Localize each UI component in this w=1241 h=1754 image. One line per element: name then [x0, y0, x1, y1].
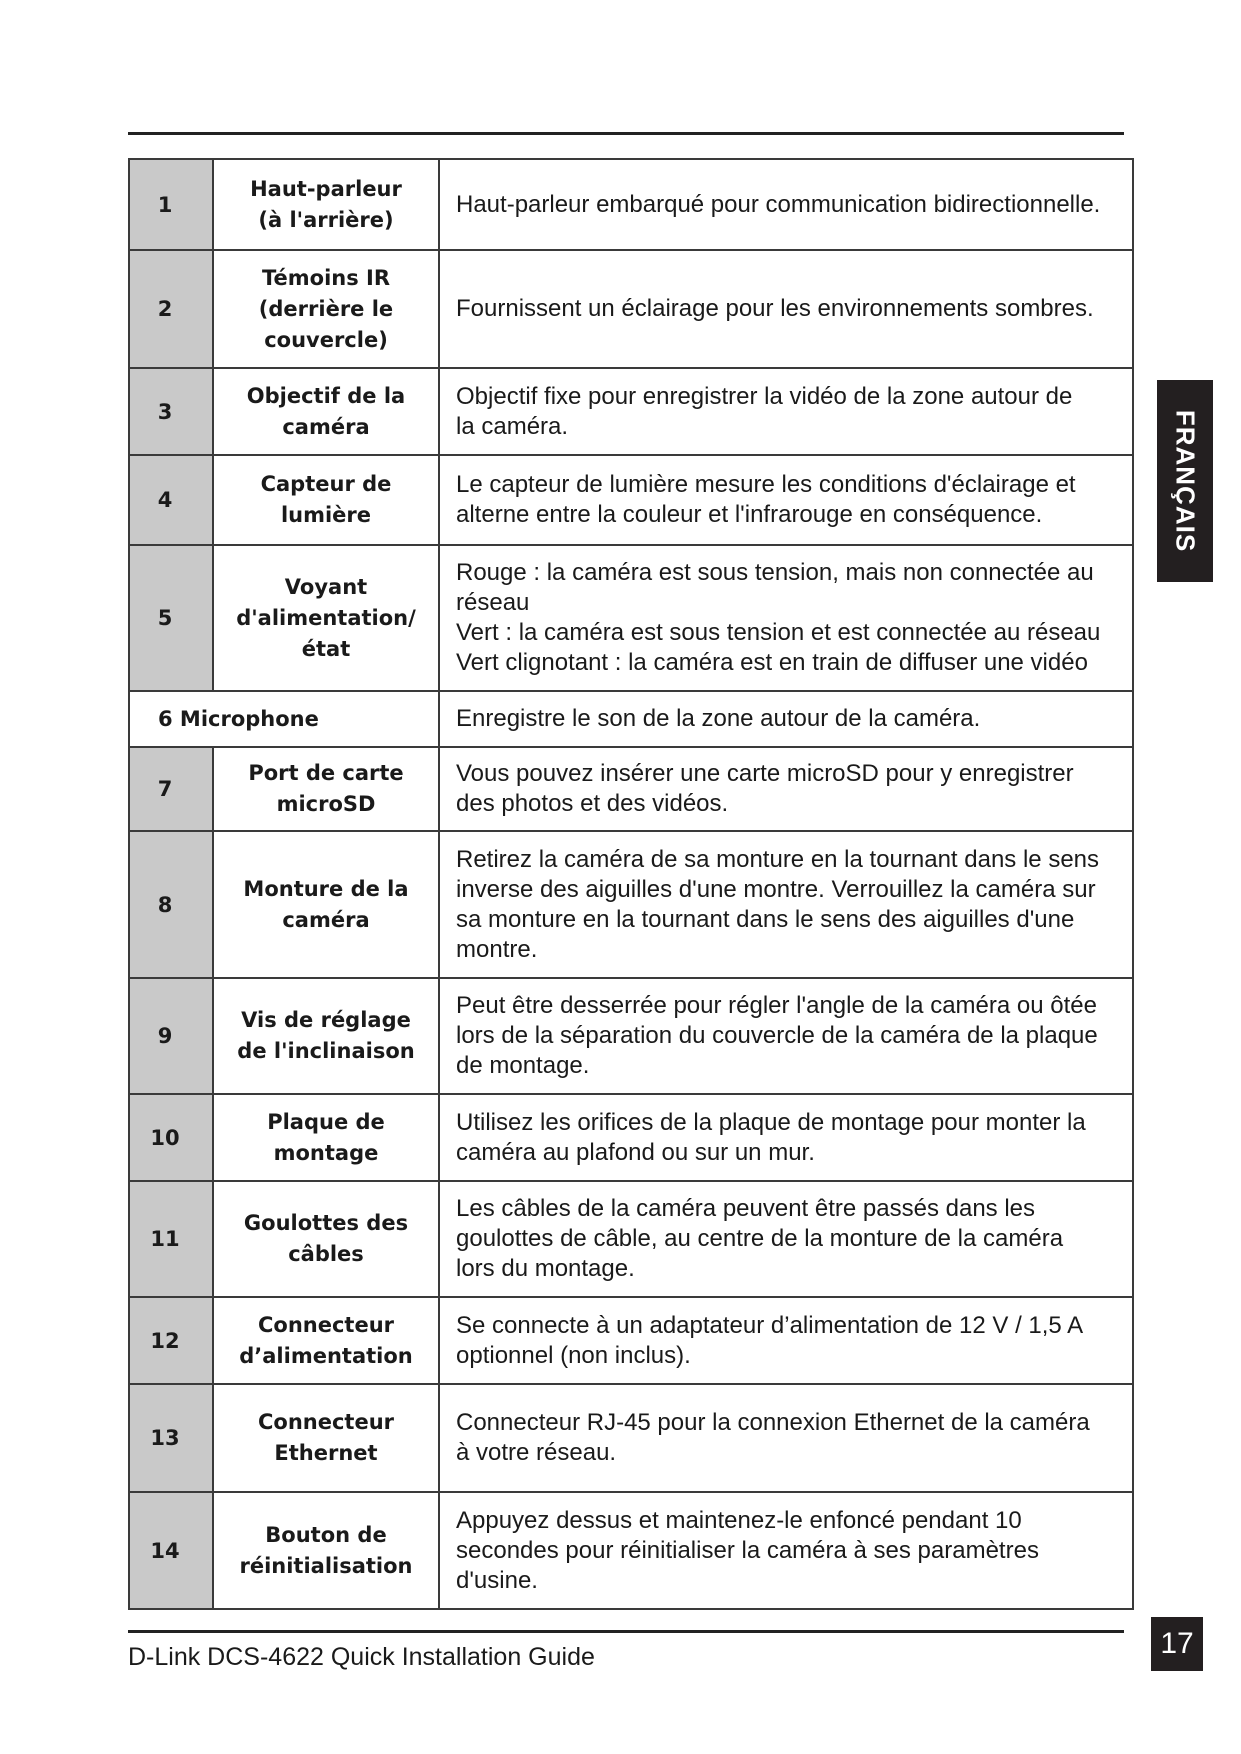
- component-label: Goulottes des câbles: [213, 1181, 439, 1297]
- table-row: [129, 1181, 1133, 1297]
- component-label: Monture de la caméra: [213, 831, 439, 978]
- component-description: Le capteur de lumière mesure les conditions d'éclairage et alterne entre la couleur et l'infrarouge en conséquence.: [439, 455, 1133, 545]
- component-description: Peut être desserrée pour régler l'angle de la caméra ou ôtée lors de la séparation du couvercle de la caméra de la plaque de montage.: [439, 978, 1133, 1094]
- component-label: Plaque de montage: [213, 1094, 439, 1181]
- component-label: Capteur de lumière: [213, 455, 439, 545]
- component-description: Utilisez les orifices de la plaque de montage pour monter la caméra au plafond ou sur un mur.: [439, 1094, 1133, 1181]
- top-rule: [128, 132, 1124, 135]
- table-row: [129, 1492, 1133, 1609]
- component-number: 8: [129, 831, 213, 978]
- component-label: Connecteur d’alimentation: [213, 1297, 439, 1384]
- component-number: 7: [129, 747, 213, 831]
- component-description: Se connecte à un adaptateur d’alimentation de 12 V / 1,5 A optionnel (non inclus).: [439, 1297, 1133, 1384]
- component-description: Retirez la caméra de sa monture en la tournant dans le sens inverse des aiguilles d'une montre. Verrouillez la caméra sur sa monture en la tournant dans le sens des aiguilles d'une montre.: [439, 831, 1133, 978]
- component-description: Vous pouvez insérer une carte microSD pour y enregistrer des photos et des vidéos.: [439, 747, 1133, 831]
- bottom-rule: [128, 1630, 1124, 1633]
- component-label: 6 Microphone: [129, 691, 439, 747]
- component-label: Connecteur Ethernet: [213, 1384, 439, 1492]
- component-label: Bouton de réinitialisation: [213, 1492, 439, 1609]
- component-number: 4: [129, 455, 213, 545]
- language-tab-label: FRANÇAIS: [1170, 409, 1201, 553]
- component-number: 14: [129, 1492, 213, 1609]
- component-number: 10: [129, 1094, 213, 1181]
- component-label: Témoins IR (derrière le couvercle): [213, 250, 439, 368]
- component-label: Vis de réglage de l'inclinaison: [213, 978, 439, 1094]
- component-description: Les câbles de la caméra peuvent être passés dans les goulottes de câble, au centre de la monture de la caméra lors du montage.: [439, 1181, 1133, 1297]
- table-row: [129, 545, 1133, 691]
- component-number: 12: [129, 1297, 213, 1384]
- component-number: 9: [129, 978, 213, 1094]
- table-row: [129, 978, 1133, 1094]
- component-label: Objectif de la caméra: [213, 368, 439, 455]
- component-description: Enregistre le son de la zone autour de la caméra.: [439, 691, 1133, 747]
- table-row: [129, 368, 1133, 455]
- component-number: 3: [129, 368, 213, 455]
- table-row: [129, 1297, 1133, 1384]
- component-number: 13: [129, 1384, 213, 1492]
- component-description: Rouge : la caméra est sous tension, mais non connectée au réseau Vert : la caméra est sous tension et est connectée au réseau Vert clignotant : la caméra est en train de diffuser une vidéo: [439, 545, 1133, 691]
- component-description: Fournissent un éclairage pour les environnements sombres.: [439, 250, 1133, 368]
- table-row: [129, 747, 1133, 831]
- component-number: 5: [129, 545, 213, 691]
- component-label: Port de carte microSD: [213, 747, 439, 831]
- page-number: 17: [1151, 1617, 1203, 1671]
- component-number: 1: [129, 159, 213, 250]
- language-tab: [1157, 380, 1213, 582]
- component-description: Haut-parleur embarqué pour communication bidirectionnelle.: [439, 159, 1133, 250]
- component-number: 11: [129, 1181, 213, 1297]
- table-row: [129, 831, 1133, 978]
- component-label: Haut-parleur (à l'arrière): [213, 159, 439, 250]
- component-description: Connecteur RJ-45 pour la connexion Ethernet de la caméra à votre réseau.: [439, 1384, 1133, 1492]
- footer-title: D-Link DCS-4622 Quick Installation Guide: [128, 1643, 595, 1671]
- component-description: Appuyez dessus et maintenez-le enfoncé pendant 10 secondes pour réinitialiser la caméra à ses paramètres d'usine.: [439, 1492, 1133, 1609]
- table-row: [129, 1094, 1133, 1181]
- table-row: [129, 691, 1133, 747]
- components-table: [128, 158, 1134, 1610]
- component-label: Voyant d'alimentation/ état: [213, 545, 439, 691]
- table-row: [129, 159, 1133, 250]
- table-row: [129, 250, 1133, 368]
- table-row: [129, 1384, 1133, 1492]
- table-row: [129, 455, 1133, 545]
- component-description: Objectif fixe pour enregistrer la vidéo de la zone autour de la caméra.: [439, 368, 1133, 455]
- component-number: 2: [129, 250, 213, 368]
